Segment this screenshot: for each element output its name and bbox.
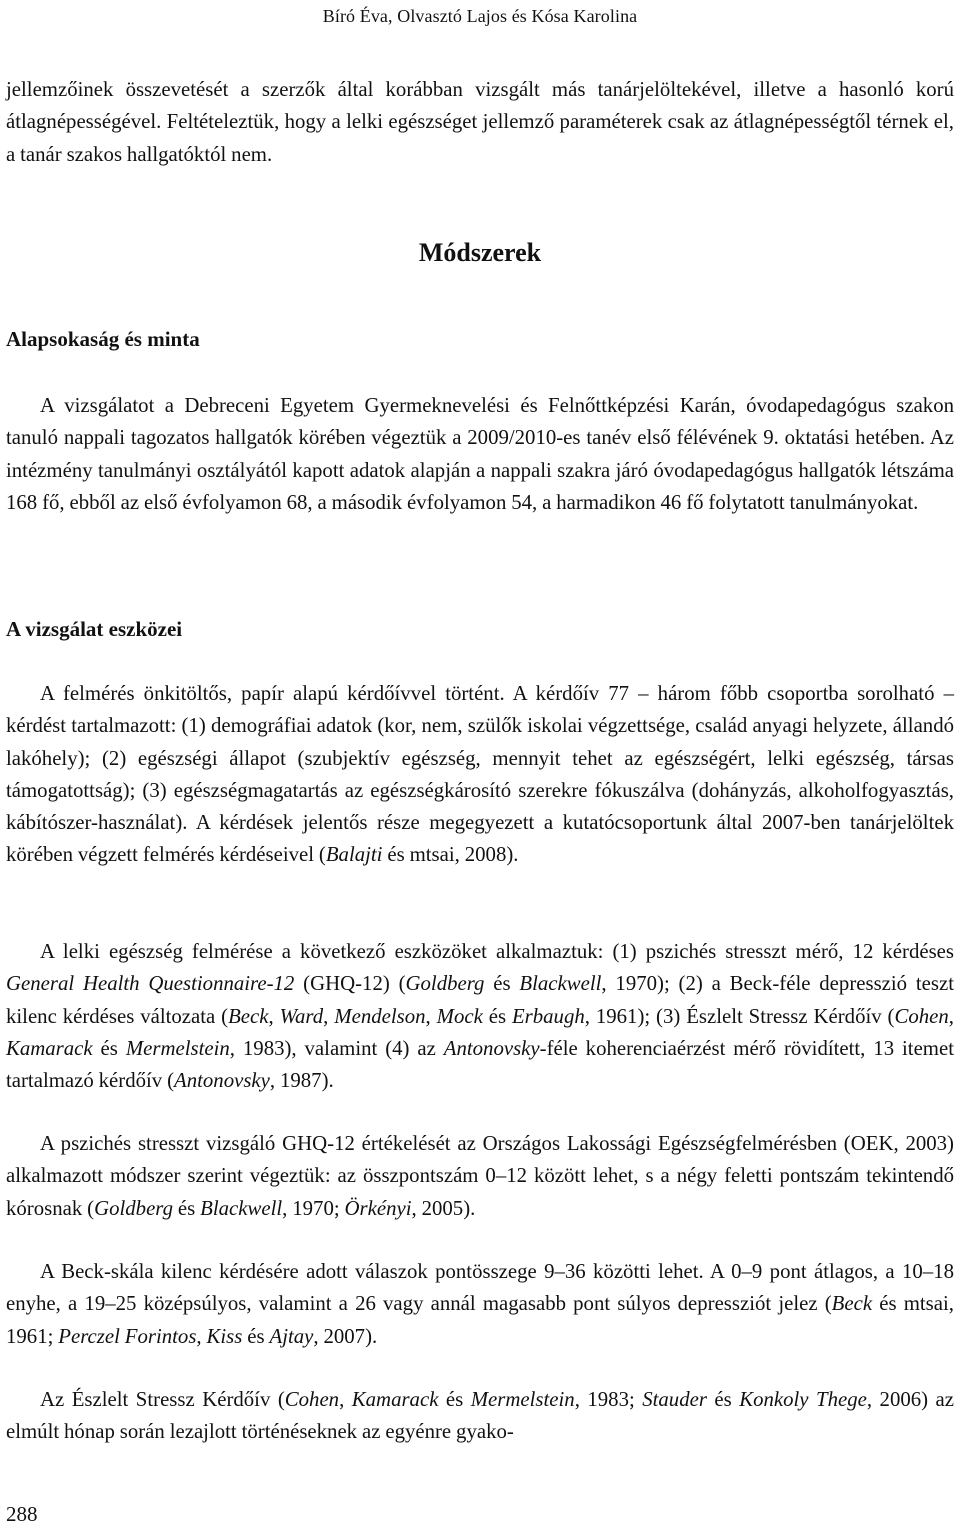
running-header: Bíró Éva, Olvasztó Lajos és Kósa Karolina [322,6,638,26]
sample-paragraph: A vizsgálatot a Debreceni Egyetem Gyermeknevelési és Felnőttképzési Karán, óvodapedagógus szakon tanuló nappali tagozatos hallgatók körében végeztük a 2009/2010-es tanév első félévének 9. oktatási hetében. Az intézmény tanulmányi osztályától kapott adatok alapján a nappali szakra járó óvodapedagógus hallgatók létszáma 168 fő, ebből az első évfolyamon 68, a második évfolyamon 54, a harmadikon 46 fő folytatott tanulmányokat. [6,394,954,514]
instruments-paragraph-1: A felmérés önkitöltős, papír alapú kérdőívvel történt. A kérdőív 77 – három főbb csoportba sorolható – kérdést tartalmazott: (1) demográfiai adatok (kor, nem, szülők iskolai végzettsége, család anyagi helyzete, állandó lakóhely); (2) egészségi állapot (szubjektív egészség, mennyit tehet az egészségért, lelki egészség, társas támogatottság); (3) egészségmagatartás az egészségkárosító szerekre fókuszálva (dohányzás, alkoholfogyasztás, kábítószer-használat). A kérdések jelentős része megegyezett a kutatócsoportunk által 2007-ben tanárjelöltek körében végzett felmérés kérdéseivel (Balajti és mtsai, 2008). [6,682,954,867]
intro-paragraph: jellemzőinek összevetését a szerzők által korábban vizsgált más tanárjelöltekével, illetve a hasonló korú átlagnépességével. Feltételeztük, hogy a lelki egészséget jellemző paraméterek csak az átlagnépességtől térnek el, a tanár szakos hallgatóktól nem. [6,78,954,166]
instruments-paragraph-2: A lelki egészség felmérése a következő eszközöket alkalmaztuk: (1) pszichés stresszt mérő, 12 kérdéses General Health Questionnaire-12 (GHQ-12) (Goldberg és Blackwell, 1970); (2) a Beck-féle depresszió teszt kilenc kérdéses változata (Beck, Ward, Mendelson, Mock és Erbaugh, 1961); (3) Észlelt Stressz Kérdőív (Cohen, Kamarack és Mermelstein, 1983), valamint (4) az Antonovsky-féle koherenciaérzést mérő rövidített, 13 itemet tartalmazó kérdőív (Antonovsky, 1987). [6,940,954,1093]
section-title: Módszerek [418,238,542,267]
subsection-title-instruments: A vizsgálat eszközei [6,617,183,641]
instruments-paragraph-3: A pszichés stresszt vizsgáló GHQ-12 értékelését az Országos Lakossági Egészségfelmérésben (OEK, 2003) alkalmazott módszer szerint végeztük: az összpontszám 0–12 között lehet, s a négy feletti pontszám tekintendő kórosnak (Goldberg és Blackwell, 1970; Örkényi, 2005). [6,1132,954,1220]
instruments-paragraph-5: Az Észlelt Stressz Kérdőív (Cohen, Kamarack és Mermelstein, 1983; Stauder és Konkoly Thege, 2006) az elmúlt hónap során lezajlott történéseknek az egyénre gyako- [6,1388,955,1444]
page-number: 288 [6,1502,38,1526]
instruments-paragraph-4: A Beck-skála kilenc kérdésére adott válaszok pontösszege 9–36 közötti lehet. A 0–9 pont átlagos, a 10–18 enyhe, a 19–25 középsúlyos, valamint a 26 vagy annál magasabb pont súlyos depressziót jelez (Beck és mtsai, 1961; Perczel Forintos, Kiss és Ajtay, 2007). [6,1260,954,1348]
subsection-title-sample: Alapsokaság és minta [6,327,200,351]
